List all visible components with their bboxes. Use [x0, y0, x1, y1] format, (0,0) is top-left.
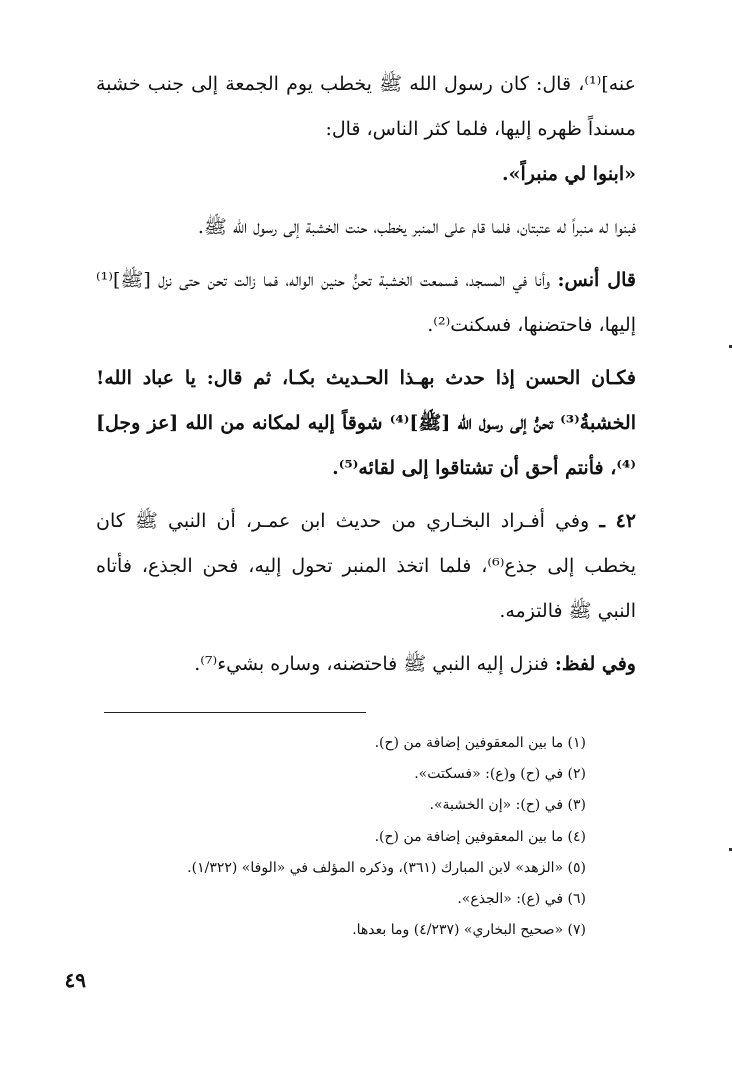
- footnote-5: (٥) «الزهد» لابن المبارك (٣٦١)، وذكره المؤلف في «الوفا» (١/٣٢٢).: [187, 859, 586, 876]
- footnote-3: (٣) في (ح): «إن الخشبة».: [429, 797, 586, 814]
- footnote-1: (١) ما بين المعقوفين إضافة من (ح).: [374, 735, 586, 751]
- paragraph-4-lead: قال أنس:: [557, 269, 636, 291]
- paragraph-2-quote: «ابنوا لي منبراً».: [501, 163, 636, 185]
- page-number: ٤٩: [64, 968, 86, 992]
- paragraph-1: عنه]⁽¹⁾، قال: كان رسول الله ﷺ يخطب يوم الجمعة إلى جنب خشبة مسنداً ظهره إليها، فلما كثر الناس، قال:: [96, 73, 636, 140]
- paragraph-7-text: فنزل إليه النبي ﷺ فاحتضنه، وساره بشيء⁽⁷⁾.: [194, 653, 549, 675]
- paragraph-7-lead: وفي لفظ:: [554, 653, 636, 675]
- paragraph-6-text: وفي أفـراد البخـاري من حديث ابن عمـر، أن النبي ﷺ كان يخطب إلى جذع⁽⁶⁾، فلما اتخذ المنبر تحول إليه، فحن الجذع، فأتاه النبي ﷺ فالتزمه.: [96, 510, 636, 622]
- footnote-7: (٧) «صحيح البخاري» (٤/٢٣٧) وما بعدها.: [352, 922, 586, 939]
- footnotes: [86, 728, 586, 946]
- footnote-divider: [104, 712, 366, 713]
- footnote-6: (٦) في (ع): «الجذع».: [457, 891, 586, 908]
- paragraph-4-text: وأنا في المسجد، فسمعت الخشبة تحنُّ حنين الواله، فما زالت تحن حتى نزل [ﷺ]⁽¹⁾ إليها، فاحتضنها، فسكنت⁽²⁾.: [96, 269, 636, 336]
- paragraph-3: فبنوا له منبراً له عتبتان، فلما قام على المنبر يخطب، حنت الخشبة إلى رسول الله ﷺ.: [197, 216, 636, 238]
- paragraph-4: [96, 258, 636, 348]
- footnote-4: (٤) ما بين المعقوفين إضافة من (ح).: [374, 828, 586, 845]
- hadith-number: ٤٢ ـ: [599, 510, 637, 532]
- paragraph-6: [96, 499, 636, 634]
- main-text: [96, 62, 636, 687]
- paragraph-5: فكـان الحسن إذا حدث بهـذا الحـديث بكـا، ثم قال: يا عباد الله! الخشبةُ⁽³⁾ تحنُّ إلى رسول الله [ﷺ]⁽⁴⁾ شوقاً إليه لمكانه من الله [عز وجل]⁽⁴⁾، فأنتم أحق أن تشتاقوا إلى لقائه⁽⁵⁾.: [96, 367, 636, 479]
- footnote-2: (٢) في (ح) و(ع): «فسكتت».: [414, 766, 586, 783]
- paragraph-7: [96, 642, 636, 687]
